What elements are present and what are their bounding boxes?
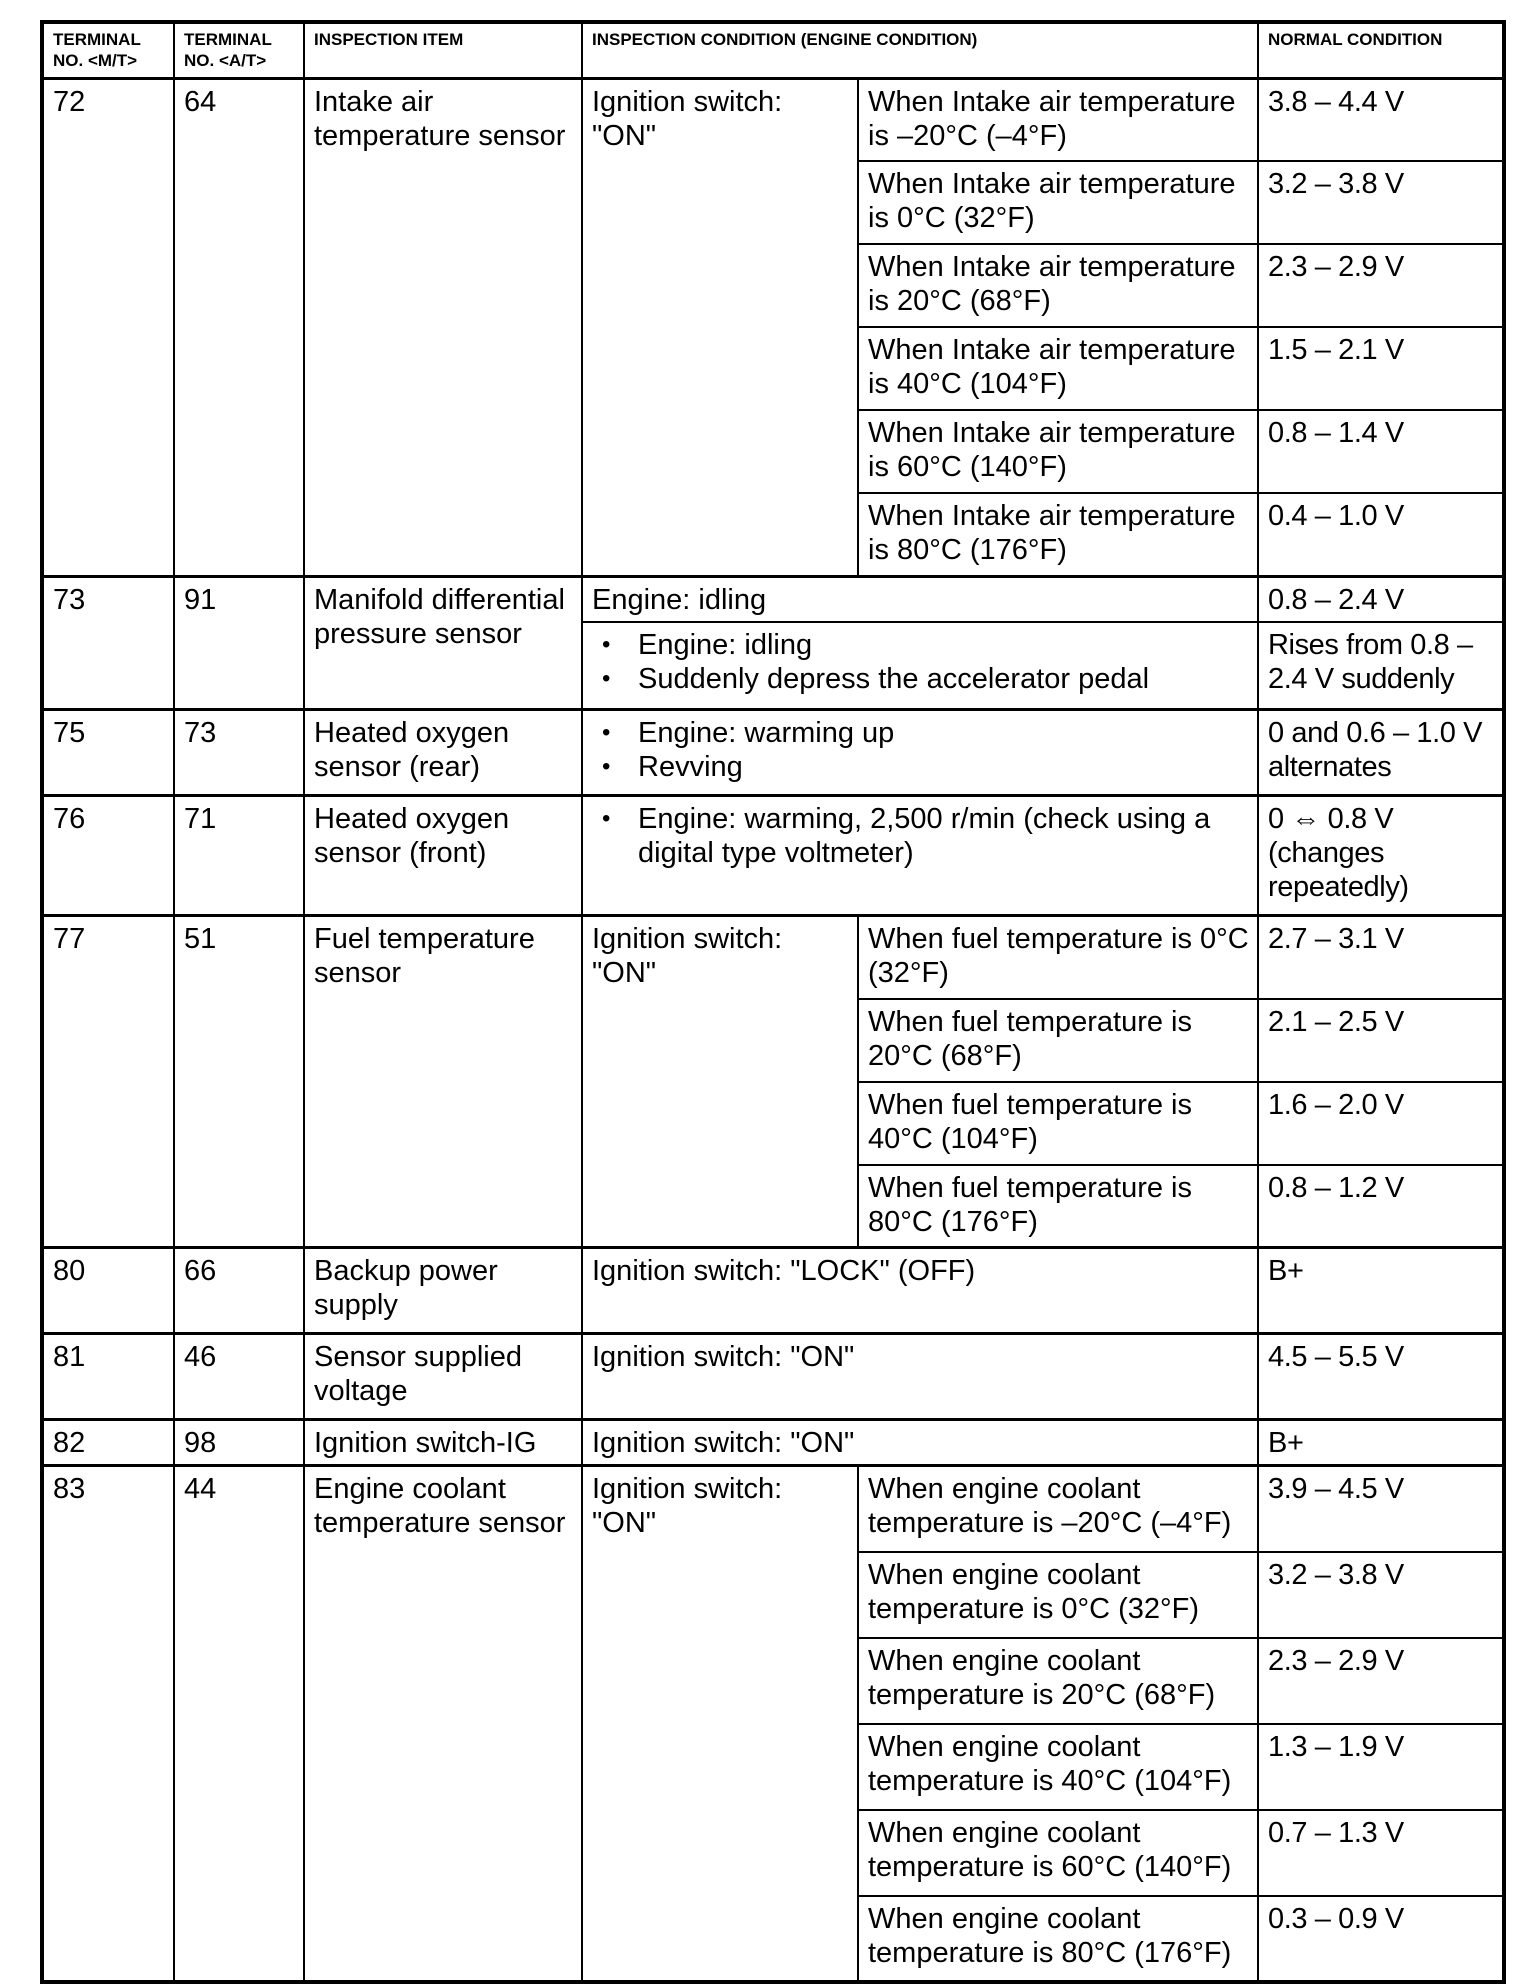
inspection-item-cell: Manifold differential pressure sensor <box>304 576 582 710</box>
condition-cell: Engine: idling <box>582 576 1258 622</box>
condition-cell: When fuel temperature is 80°C (176°F) <box>858 1165 1258 1248</box>
normal-condition-cell: 2.3 – 2.9 V <box>1258 244 1504 327</box>
terminal-at-cell: 91 <box>174 576 304 710</box>
ignition-condition-cell: Ignition switch: "ON" <box>582 1466 858 1982</box>
bullet-icon: • <box>602 805 611 832</box>
condition-cell: Ignition switch: "ON" <box>582 1420 1258 1466</box>
bullet-icon: • <box>602 753 611 780</box>
col-header-inspection-item: INSPECTION ITEM <box>304 22 582 78</box>
table-row <box>42 1248 1504 1334</box>
inspection-item-cell: Heated oxygen sensor (front) <box>304 796 582 916</box>
col-header-inspection-condition: INSPECTION CONDITION (ENGINE CONDITION) <box>582 22 1258 78</box>
normal-condition-cell: 0.8 – 1.4 V <box>1258 410 1504 493</box>
terminal-at-cell: 98 <box>174 1420 304 1466</box>
inspection-item-cell: Fuel temperature sensor <box>304 916 582 1248</box>
terminal-mt-cell: 81 <box>42 1334 174 1420</box>
condition-cell <box>582 796 1258 916</box>
terminal-mt-cell: 83 <box>42 1466 174 1982</box>
terminal-at-cell: 66 <box>174 1248 304 1334</box>
normal-condition-cell: 0.3 – 0.9 V <box>1258 1896 1504 1982</box>
table-row <box>42 1466 1504 1552</box>
bullet-text: Engine: idling <box>638 628 813 661</box>
normal-condition-cell: 3.2 – 3.8 V <box>1258 1552 1504 1638</box>
normal-condition-cell: 3.2 – 3.8 V <box>1258 161 1504 244</box>
condition-bullet-item <box>592 802 1249 870</box>
normal-condition-cell: 0.4 – 1.0 V <box>1258 493 1504 576</box>
normal-condition-cell: 4.5 – 5.5 V <box>1258 1334 1504 1420</box>
bullet-text: Engine: warming up <box>638 717 895 749</box>
terminal-at-cell: 46 <box>174 1334 304 1420</box>
table-row <box>42 1334 1504 1420</box>
condition-cell: Ignition switch: "LOCK" (OFF) <box>582 1248 1258 1334</box>
table-row <box>42 1420 1504 1466</box>
normal-condition-cell: Rises from 0.8 – 2.4 V suddenly <box>1258 622 1504 710</box>
inspection-item-cell: Engine coolant temperature sensor <box>304 1466 582 1982</box>
terminal-mt-cell: 82 <box>42 1420 174 1466</box>
terminal-at-cell: 71 <box>174 796 304 916</box>
terminal-at-cell: 51 <box>174 916 304 1248</box>
condition-bullet-item <box>592 662 1249 696</box>
table-row <box>42 710 1504 796</box>
condition-cell <box>582 710 1258 796</box>
condition-cell: When Intake air temperature is 40°C (104°F) <box>858 327 1258 410</box>
terminal-mt-cell: 80 <box>42 1248 174 1334</box>
condition-cell: When Intake air temperature is 80°C (176°F) <box>858 493 1258 576</box>
ignition-condition-cell: Ignition switch: "ON" <box>582 916 858 1248</box>
condition-bullet-item <box>592 628 1249 662</box>
normal-condition-cell: 1.6 – 2.0 V <box>1258 1082 1504 1165</box>
ignition-condition-cell: Ignition switch: "ON" <box>582 78 858 576</box>
bullet-icon: • <box>602 664 611 692</box>
table-row <box>42 796 1504 916</box>
condition-cell: When engine coolant temperature is 40°C (104°F) <box>858 1724 1258 1810</box>
terminal-mt-cell: 72 <box>42 78 174 576</box>
bullet-icon: • <box>602 630 611 658</box>
terminal-at-cell: 44 <box>174 1466 304 1982</box>
condition-cell: When Intake air temperature is 60°C (140°F) <box>858 410 1258 493</box>
terminal-mt-cell: 73 <box>42 576 174 710</box>
normal-condition-cell: 1.5 – 2.1 V <box>1258 327 1504 410</box>
condition-cell: When fuel temperature is 40°C (104°F) <box>858 1082 1258 1165</box>
normal-condition-cell: 3.9 – 4.5 V <box>1258 1466 1504 1552</box>
table-row <box>42 916 1504 999</box>
terminal-at-cell: 73 <box>174 710 304 796</box>
normal-condition-cell: B+ <box>1258 1420 1504 1466</box>
terminal-voltage-table <box>40 20 1506 1984</box>
inspection-item-cell: Sensor supplied voltage <box>304 1334 582 1420</box>
normal-condition-cell: 0.7 – 1.3 V <box>1258 1810 1504 1896</box>
condition-cell: When engine coolant temperature is 0°C (32°F) <box>858 1552 1258 1638</box>
bullet-text: Suddenly depress the accelerator pedal <box>638 662 1150 695</box>
inspection-item-cell: Backup power supply <box>304 1248 582 1334</box>
terminal-mt-cell: 76 <box>42 796 174 916</box>
bullet-text: Revving <box>638 751 743 783</box>
normal-condition-cell: B+ <box>1258 1248 1504 1334</box>
inspection-item-cell: Heated oxygen sensor (rear) <box>304 710 582 796</box>
normal-condition-cell: 0 and 0.6 – 1.0 V alternates <box>1258 710 1504 796</box>
condition-cell: When engine coolant temperature is 20°C (68°F) <box>858 1638 1258 1724</box>
normal-condition-cell: 0.8 – 1.2 V <box>1258 1165 1504 1248</box>
condition-cell <box>582 622 1258 710</box>
condition-bullet-item <box>592 716 1249 750</box>
condition-bullet-item <box>592 750 1249 784</box>
terminal-mt-cell: 75 <box>42 710 174 796</box>
condition-cell: When engine coolant temperature is –20°C (–4°F) <box>858 1466 1258 1552</box>
condition-cell: When engine coolant temperature is 80°C (176°F) <box>858 1896 1258 1982</box>
condition-cell: When engine coolant temperature is 60°C (140°F) <box>858 1810 1258 1896</box>
col-header-normal-condition: NORMAL CONDITION <box>1258 22 1504 78</box>
col-header-terminal-at: TERMINAL NO. <A/T> <box>174 22 304 78</box>
normal-condition-cell: 1.3 – 1.9 V <box>1258 1724 1504 1810</box>
table-header-row <box>42 22 1504 78</box>
normal-condition-cell: 2.3 – 2.9 V <box>1258 1638 1504 1724</box>
table-row <box>42 78 1504 161</box>
normal-condition-cell: 2.7 – 3.1 V <box>1258 916 1504 999</box>
inspection-item-cell: Ignition switch-IG <box>304 1420 582 1466</box>
bullet-icon: • <box>602 719 611 746</box>
inspection-item-cell: Intake air temperature sensor <box>304 78 582 576</box>
condition-cell: When Intake air temperature is 0°C (32°F) <box>858 161 1258 244</box>
normal-condition-cell: 0 ⇔ 0.8 V (changes repeatedly) <box>1258 796 1504 916</box>
col-header-terminal-mt: TERMINAL NO. <M/T> <box>42 22 174 78</box>
normal-condition-cell: 2.1 – 2.5 V <box>1258 999 1504 1082</box>
normal-condition-cell: 0.8 – 2.4 V <box>1258 576 1504 622</box>
table-row <box>42 576 1504 622</box>
condition-cell: When Intake air temperature is –20°C (–4°F) <box>858 78 1258 161</box>
condition-cell: When fuel temperature is 20°C (68°F) <box>858 999 1258 1082</box>
normal-condition-cell: 3.8 – 4.4 V <box>1258 78 1504 161</box>
condition-cell: Ignition switch: "ON" <box>582 1334 1258 1420</box>
terminal-mt-cell: 77 <box>42 916 174 1248</box>
bullet-text: Engine: warming, 2,500 r/min (check using a digital type voltmeter) <box>638 803 1211 869</box>
condition-cell: When fuel temperature is 0°C (32°F) <box>858 916 1258 999</box>
condition-cell: When Intake air temperature is 20°C (68°F) <box>858 244 1258 327</box>
terminal-at-cell: 64 <box>174 78 304 576</box>
